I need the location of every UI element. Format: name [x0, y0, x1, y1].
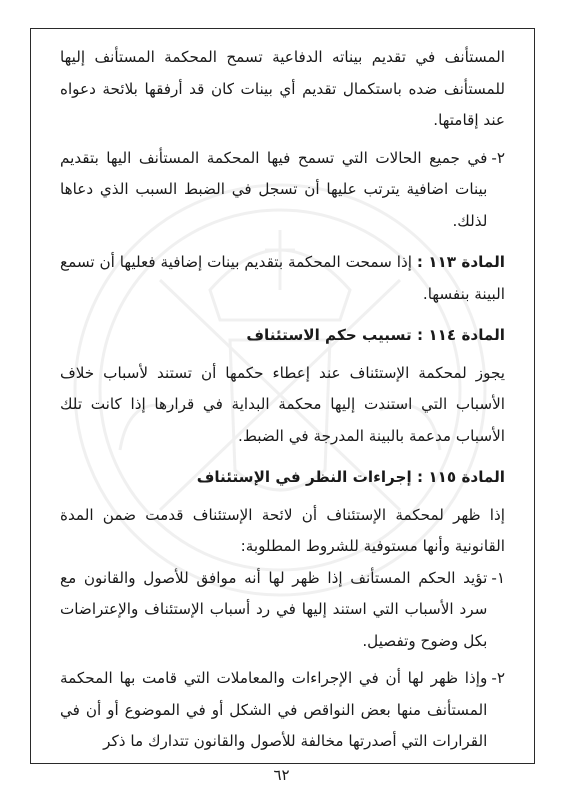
page-number: ٦٢ — [273, 766, 290, 784]
paragraph-continuation: المستأنف في تقديم بيناته الدفاعية تسمح المحكمة المستأنف إليها للمستأنف ضده باستكمال تقديم أي بينات كان قد أرفقها بلائحة دعواه عند إقامتها. — [60, 48, 505, 129]
article-title: تسبيب حكم الاستئناف — [246, 326, 412, 344]
item-number: ٢- — [491, 669, 505, 687]
article-label: المادة ١١٣ : — [416, 253, 505, 271]
article-115-heading — [60, 462, 505, 494]
article-title: إجراءات النظر في الإستئناف — [196, 468, 412, 486]
item-number: ١- — [491, 568, 505, 587]
article-114-text: يجوز لمحكمة الإستئناف عند إعطاء حكمها أن تستند لأسباب خلاف الأسباب التي استندت إليها محكمة البداية في قرارها إذا كانت تلك الأسباب مدعمة بالبينة المدرجة في الضبط. — [60, 363, 505, 445]
item-text: في جميع الحالات التي تسمح فيها المحكمة المستأنف اليها بتقديم بينات اضافية يترتب عليها أن تسجل في الضبط السبب الذي دعاها لذلك. — [60, 148, 488, 230]
item-number: ٢- — [491, 148, 505, 167]
article-text: إذا سمحت المحكمة بتقديم بينات إضافية فعليها أن تسمع البينة بنفسها. — [60, 253, 505, 303]
article-113 — [60, 247, 505, 310]
article-114-heading — [60, 320, 505, 352]
page-body — [60, 42, 505, 758]
list-item — [60, 663, 505, 758]
article-115-intro: إذا ظهر لمحكمة الإستئناف أن لائحة الإستئناف قدمت ضمن المدة القانونية وأنها مستوفية للشروط المطلوبة: — [60, 505, 505, 555]
item-text: تؤيد الحكم المستأنف إذا ظهر لها أنه موافق للأصول والقانون مع سرد الأسباب التي استند إليها في رد أسباب الإستئناف والإعتراضات بكل وضوح وتفصيل. — [60, 568, 488, 650]
list-item — [60, 143, 505, 238]
article-label: المادة ١١٥ : — [416, 468, 505, 486]
item-text: وإذا ظهر لها أن في الإجراءات والمعاملات التي قامت بها المحكمة المستأنف منها بعض النواقص في الشكل أو في الموضوع أو أن في القرارات التي أصدرتها مخالفة للأصول والقانون تتدارك ما ذكر — [60, 669, 488, 750]
article-label: المادة ١١٤ : — [416, 326, 505, 344]
list-item — [60, 563, 505, 658]
